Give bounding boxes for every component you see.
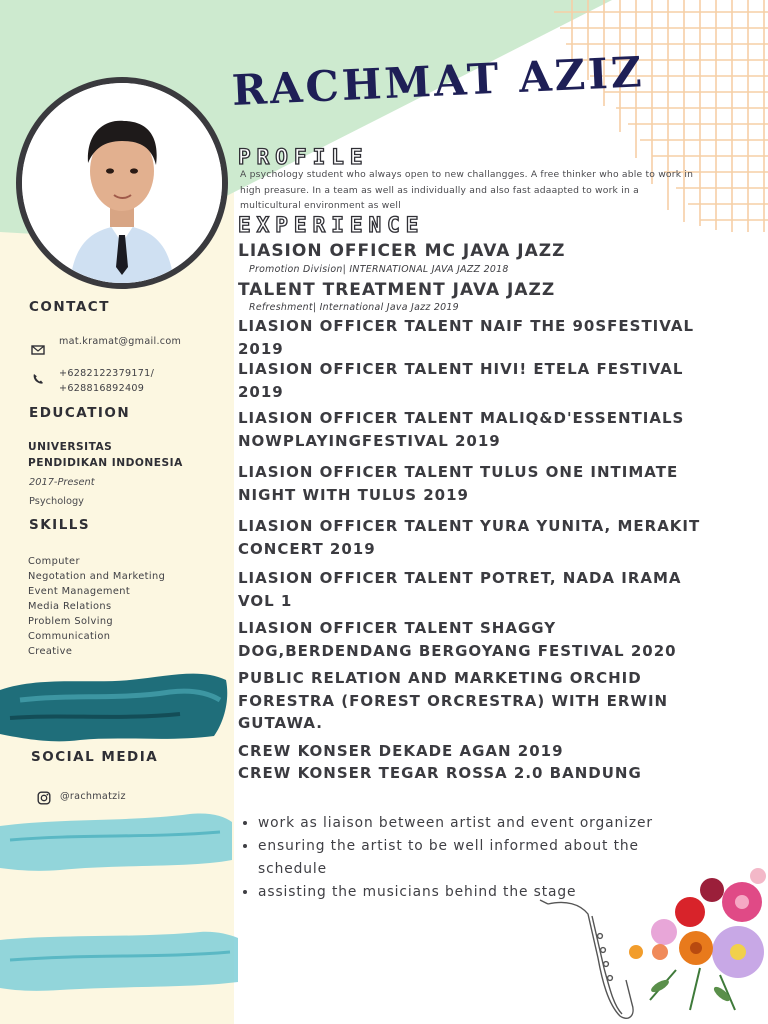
skills-list	[28, 554, 165, 659]
education-school-line-1: UNIVERSITAS	[28, 441, 113, 453]
list-item: Communication	[28, 631, 111, 642]
education-major: Psychology	[29, 496, 84, 507]
education-years: 2017-Present	[29, 477, 95, 488]
profile-heading: PROFILE	[238, 145, 369, 169]
social-media-heading: SOCIAL MEDIA	[31, 749, 159, 765]
skills-heading: SKILLS	[29, 517, 91, 533]
education-school-line-2: PENDIDIKAN INDONESIA	[28, 457, 183, 469]
saxophone-illustration	[540, 900, 633, 1018]
experience-item-subtitle: Refreshment| International Java Jazz 2019	[249, 302, 459, 313]
light-blue-brush-stroke-1	[0, 813, 232, 870]
experience-item-title: LIASION OFFICER MC JAVA JAZZ	[238, 241, 566, 261]
experience-item-title: LIASION OFFICER TALENT SHAGGY DOG,BERDENDANG BERGOYANG FESTIVAL 2020	[238, 619, 677, 660]
education-heading: EDUCATION	[29, 405, 131, 421]
experience-item-title: LIASION OFFICER TALENT POTRET, NADA IRAMA VOL 1	[238, 569, 682, 610]
contact-email[interactable]: mat.kramat@gmail.com	[59, 336, 182, 347]
experience-item-title: PUBLIC RELATION AND MARKETING ORCHID FORESTRA (FOREST ORCRESTRA) WITH ERWIN GUTAWA.	[238, 669, 669, 732]
duties-list	[240, 812, 678, 904]
list-item: • assisting the musicians behind the stage	[258, 881, 678, 904]
experience-item-title: TALENT TREATMENT JAVA JAZZ	[238, 280, 556, 300]
experience-item-title: CREW KONSER TEGAR ROSSA 2.0 BANDUNG	[238, 764, 642, 782]
list-item: Computer	[28, 556, 80, 567]
list-item: • ensuring the artist to be well informed about the schedule	[258, 835, 678, 881]
contact-phone[interactable]	[59, 366, 154, 396]
education-school	[28, 439, 183, 471]
contact-phone-line-1: +6282122379171/	[59, 368, 155, 379]
experience-item-title: LIASION OFFICER TALENT HIVI! ETELA FESTIVAL 2019	[238, 360, 684, 401]
candidate-name: RACHMAT AZIZ	[230, 47, 646, 115]
experience-heading: EXPERIENCE	[238, 213, 425, 237]
experience-item-title: CREW KONSER DEKADE AGAN 2019	[238, 742, 564, 760]
teal-brush-stroke	[0, 674, 227, 742]
experience-item-title: LIASION OFFICER TALENT YURA YUNITA, MERAKIT CONCERT 2019	[238, 517, 701, 558]
person-portrait-illustration	[22, 83, 222, 283]
contact-phone-line-2: +628816892409	[59, 383, 145, 395]
experience-item-title: LIASION OFFICER TALENT NAIF THE 90SFESTIVAL 2019	[238, 317, 695, 358]
experience-item-subtitle: Promotion Division| INTERNATIONAL JAVA JAZZ 2018	[249, 264, 509, 275]
list-item: Problem Solving	[28, 616, 114, 627]
list-item: Negotation and Marketing	[28, 571, 166, 582]
instagram-icon	[37, 791, 51, 805]
instagram-handle[interactable]: @rachmatziz	[60, 791, 126, 802]
envelope-icon	[31, 343, 45, 357]
experience-item-title: LIASION OFFICER TALENT TULUS ONE INTIMATE NIGHT WITH TULUS 2019	[238, 463, 679, 504]
phone-icon	[31, 372, 45, 386]
list-item: Creative	[28, 646, 73, 657]
experience-item-title: LIASION OFFICER TALENT MALIQ&D'ESSENTIALS NOWPLAYINGFESTIVAL 2019	[238, 409, 685, 450]
list-item: Event Management	[28, 586, 131, 597]
light-blue-brush-stroke-2	[0, 932, 238, 991]
list-item: Media Relations	[28, 601, 112, 612]
contact-heading: CONTACT	[29, 299, 110, 315]
profile-photo	[16, 77, 228, 289]
profile-summary: A psychology student who always open to new challangges. A free thinker who able to work in high preasure. In a team as well as individually and also fast adaapted to work in a multicultural environment as well	[240, 169, 694, 211]
list-item: • work as liaison between artist and event organizer	[258, 812, 678, 835]
